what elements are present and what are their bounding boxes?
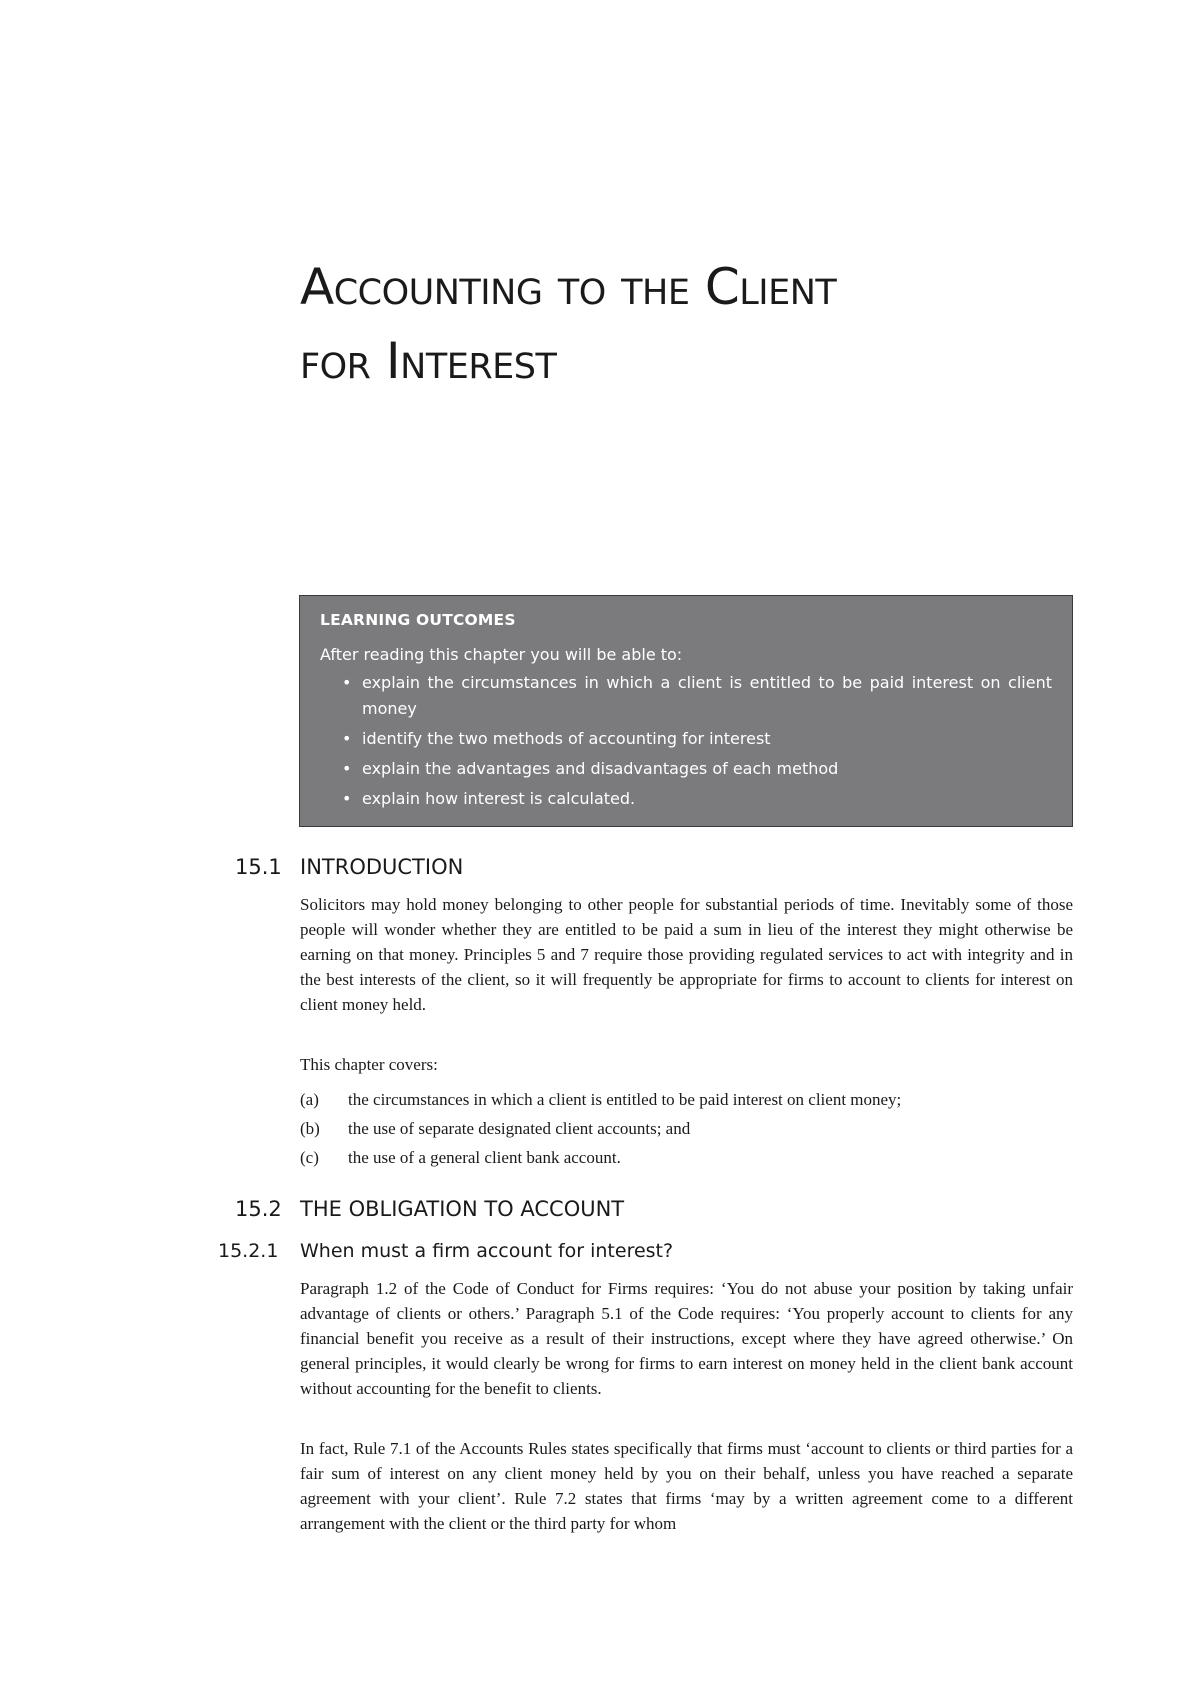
list-marker: (c) (300, 1148, 319, 1167)
list-marker: (b) (300, 1119, 320, 1138)
section-title: When must a firm account for interest? (300, 1240, 674, 1262)
chapter-title (300, 250, 1100, 398)
obligation-paragraph-1: Paragraph 1.2 of the Code of Conduct for Firms requires: ‘You do not abuse your position by taking unfair advantage of clients or others.’ Paragraph 5.1 of the Code requires: ‘You properly account to clients for any financial benefit you receive as a result of their instructions, except where they have agreed otherwise.’ On general principles, it would clearly be wrong for firms to earn interest on money held in the client bank account without accounting for the benefit to clients. (300, 1279, 1073, 1398)
section-title: INTRODUCTION (300, 855, 464, 879)
chapter-title-line-1: Accounting to the Client (300, 258, 837, 316)
learning-outcomes-box (299, 595, 1073, 827)
obligation-paragraph-2: In fact, Rule 7.1 of the Accounts Rules states specifically that firms must ‘account to clients or third parties for a fair sum of interest on any client money held by you on their behalf, unless you have reached a separate agreement with your client’. Rule 7.2 states that firms ‘may by a written agreement come to a different arrangement with the client or the third party for whom (300, 1439, 1073, 1533)
learning-outcomes-list (320, 670, 1052, 812)
list-marker: (a) (300, 1090, 319, 1109)
learning-outcome-item: • explain the circumstances in which a client is entitled to be paid interest on client money (362, 670, 1052, 722)
learning-outcome-item: • explain the advantages and disadvantages of each method (362, 756, 1052, 782)
list-text: the use of separate designated client accounts; and (348, 1119, 691, 1138)
section-title: THE OBLIGATION TO ACCOUNT (300, 1197, 625, 1221)
chapter-covers-paragraph: This chapter covers: (300, 1055, 438, 1074)
chapter-title-line-2: for Interest (300, 332, 557, 390)
learning-outcomes-heading: LEARNING OUTCOMES (320, 611, 516, 629)
list-text: the use of a general client bank account. (348, 1148, 621, 1167)
introduction-paragraph: Solicitors may hold money belonging to other people for substantial periods of time. Inevitably some of those people will wonder whether they are entitled to be paid a sum in lieu of the interest they might otherwise be earning on that money. Principles 5 and 7 require those providing regulated services to act with integrity and in the best interests of the client, so it will frequently be appropriate for firms to account to clients for interest on client money held. (300, 895, 1073, 1014)
section-number: 15.1 (235, 855, 282, 879)
learning-outcome-item: • explain how interest is calculated. (362, 786, 1052, 812)
list-text: the circumstances in which a client is entitled to be paid interest on client money; (348, 1090, 902, 1109)
section-number: 15.2 (235, 1197, 282, 1221)
learning-outcomes-intro: After reading this chapter you will be able to: (320, 645, 683, 664)
learning-outcome-item: • identify the two methods of accounting for interest (362, 726, 1052, 752)
section-number: 15.2.1 (218, 1240, 279, 1262)
